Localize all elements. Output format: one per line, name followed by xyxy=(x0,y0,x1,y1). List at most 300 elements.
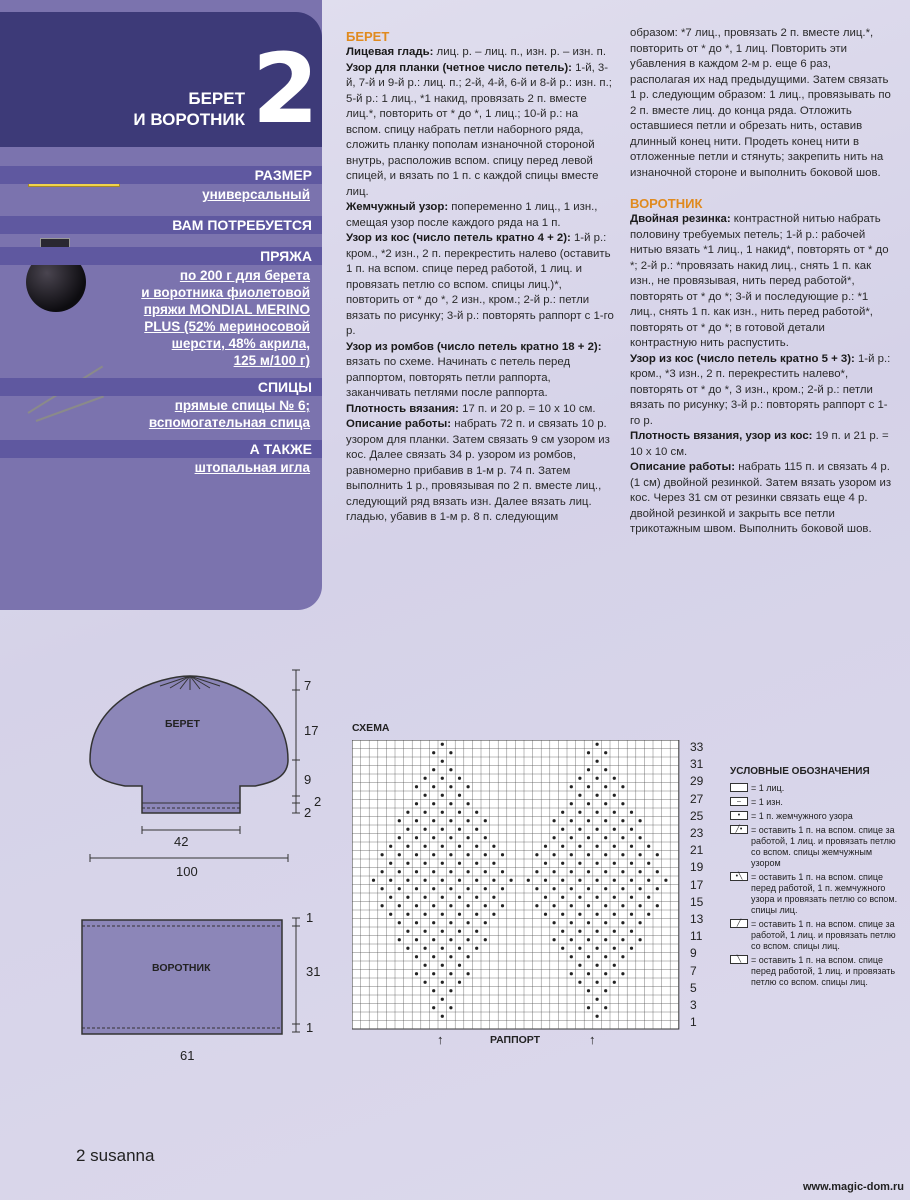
seed-stitch-dot xyxy=(587,836,590,839)
seed-stitch-dot xyxy=(587,955,590,958)
seed-stitch-dot xyxy=(492,862,495,865)
seed-stitch-dot xyxy=(415,819,418,822)
seed-stitch-dot xyxy=(570,819,573,822)
seed-stitch-dot xyxy=(415,904,418,907)
seed-stitch-dot xyxy=(604,802,607,805)
seed-stitch-dot xyxy=(484,938,487,941)
seed-stitch-dot xyxy=(604,853,607,856)
dimension-label: 2 xyxy=(314,794,322,809)
section-heading-beret: БЕРЕТ xyxy=(346,29,390,44)
seed-stitch-dot xyxy=(578,862,581,865)
seed-stitch-dot xyxy=(604,785,607,788)
seed-stitch-dot xyxy=(398,870,401,873)
seed-stitch-dot xyxy=(441,1015,444,1018)
also-value: штопальная игла xyxy=(194,460,310,475)
seed-stitch-dot xyxy=(441,896,444,899)
seed-stitch-dot xyxy=(570,802,573,805)
purl-symbol-icon: – xyxy=(730,797,748,806)
seed-stitch-dot xyxy=(587,785,590,788)
needles-heading: СПИЦЫ xyxy=(0,378,322,396)
seed-stitch-dot xyxy=(406,811,409,814)
seed-stitch-dot xyxy=(492,913,495,916)
legend-item: ╱ = оставить 1 п. на вспом. спице за работой, 1 лиц. и провязать петлю со вспом. спицы лиц. xyxy=(730,919,900,952)
seed-stitch-dot xyxy=(398,853,401,856)
seed-stitch-dot xyxy=(389,845,392,848)
seed-stitch-dot xyxy=(484,921,487,924)
seed-stitch-dot xyxy=(621,819,624,822)
chart-row-number: 3 xyxy=(690,998,697,1012)
needles-description: прямые спицы № 6; вспомогательная спица xyxy=(148,398,310,430)
seed-stitch-dot xyxy=(578,930,581,933)
seed-stitch-dot xyxy=(639,836,642,839)
chart-row-number: 7 xyxy=(690,963,697,978)
seed-stitch-dot xyxy=(596,828,599,831)
seed-stitch-dot xyxy=(432,904,435,907)
seed-stitch-dot xyxy=(621,836,624,839)
page-number: 2 susanna xyxy=(76,1146,155,1165)
seed-stitch-dot xyxy=(449,921,452,924)
seed-stitch-dot xyxy=(415,887,418,890)
seed-stitch-dot xyxy=(613,913,616,916)
seed-stitch-dot xyxy=(492,896,495,899)
seed-stitch-dot xyxy=(424,947,427,950)
seed-stitch-dot xyxy=(561,879,564,882)
chart-row-number: 11 xyxy=(690,929,703,944)
seed-stitch-dot xyxy=(596,964,599,967)
seed-stitch-dot xyxy=(432,785,435,788)
seed-stitch-dot xyxy=(398,887,401,890)
paragraph: Двойная резинка: контрастной нитью набрать половину требуемых петель; 1-й р.: рабочей нитью вязать *1 лиц., 1 накид*, повторять от * до *; 2-й р.: *провязать накид лиц., снять 1 п. как изн., не провязывая, нить перед работой*, повторять от * до *; 3-й и последующие р.: *1 лиц., снять 1 п. как изн., нить перед работой*, повторять от * до *; в готовой детали контрастную нить распустить. xyxy=(630,213,889,349)
seed-stitch-dot xyxy=(449,785,452,788)
cross-left-icon: ╲ xyxy=(730,955,748,964)
seed-stitch-dot xyxy=(432,887,435,890)
seed-stitch-dot xyxy=(484,870,487,873)
seed-stitch-dot xyxy=(553,836,556,839)
seed-stitch-dot xyxy=(415,785,418,788)
seed-stitch-dot xyxy=(389,896,392,899)
seed-stitch-dot xyxy=(467,972,470,975)
seed-stitch-dot xyxy=(621,870,624,873)
seed-stitch-dot xyxy=(484,887,487,890)
seed-stitch-dot xyxy=(596,879,599,882)
seed-stitch-dot xyxy=(398,938,401,941)
seed-stitch-dot xyxy=(570,785,573,788)
seed-stitch-dot xyxy=(432,972,435,975)
legend-item: – = 1 изн. xyxy=(730,797,900,808)
legend-item: = 1 лиц. xyxy=(730,783,900,794)
seed-stitch-dot xyxy=(389,862,392,865)
seed-stitch-dot xyxy=(458,879,461,882)
seed-stitch-dot xyxy=(604,904,607,907)
seed-stitch-dot xyxy=(475,845,478,848)
seed-stitch-dot xyxy=(647,845,650,848)
seed-stitch-dot xyxy=(467,853,470,856)
seed-stitch-dot xyxy=(406,947,409,950)
seed-stitch-dot xyxy=(587,938,590,941)
seed-stitch-dot xyxy=(424,879,427,882)
seed-stitch-dot xyxy=(406,828,409,831)
seed-stitch-dot xyxy=(587,989,590,992)
seed-stitch-dot xyxy=(406,879,409,882)
collar-label: ВОРОТНИК xyxy=(152,962,211,974)
seed-stitch-dot xyxy=(596,947,599,950)
seed-stitch-dot xyxy=(424,930,427,933)
paragraph: образом: *7 лиц., провязать 2 п. вместе лиц.*, повторить от * до *, 1 лиц. Повторить эти убавления в каждом 2-м р. еще 6 раз, располагая их над предыдущими. Затем связать 1 р. следующим образом: 1 лиц., провязывать по 2 п. вместе лиц. до конца ряда. Отложить оставшиеся петли и обрезать нить, оставив длинный конец нити. Продеть конец нити в отложенные петли и стянуть; закрепить нить на изнаночной стороне и выполнить боковой шов. xyxy=(630,27,891,179)
seed-stitch-dot xyxy=(613,947,616,950)
seed-stitch-dot xyxy=(596,777,599,780)
seed-stitch-dot xyxy=(441,998,444,1001)
seed-stitch-dot xyxy=(553,921,556,924)
seed-stitch-dot xyxy=(449,904,452,907)
seed-stitch-dot xyxy=(596,794,599,797)
cross-left-seed-icon: •╲ xyxy=(730,872,748,881)
seed-stitch-dot xyxy=(441,862,444,865)
seed-stitch-dot xyxy=(544,845,547,848)
seed-stitch-dot xyxy=(596,896,599,899)
paragraph: Описание работы: набрать 72 п. и связать 10 р. узором для планки. Затем связать 9 см узором из кос. Далее связать 34 р. узором из ромбов, равномерно прибавив в 1-м р. 74 п. Затем выполнить 1 р., провязывая по 2 п. вместе лиц., следующий ряд вязать изн. Далее вязать лиц. гладью, убавив в 1-м р. 8 п. следующим xyxy=(346,418,610,523)
seed-stitch-dot xyxy=(621,853,624,856)
seed-stitch-dot xyxy=(656,853,659,856)
seed-stitch-dot xyxy=(647,913,650,916)
seed-stitch-dot xyxy=(406,862,409,865)
title-block xyxy=(0,12,322,147)
seed-stitch-dot xyxy=(621,887,624,890)
info-sidebar xyxy=(0,0,322,610)
seed-stitch-dot xyxy=(398,819,401,822)
seed-stitch-dot xyxy=(656,887,659,890)
seed-stitch-dot xyxy=(441,981,444,984)
seed-stitch-dot xyxy=(449,836,452,839)
seed-stitch-dot xyxy=(449,989,452,992)
seed-stitch-dot xyxy=(604,819,607,822)
seed-stitch-dot xyxy=(613,862,616,865)
seed-stitch-dot xyxy=(570,904,573,907)
also-heading: А ТАКЖЕ xyxy=(0,440,322,458)
seed-stitch-dot xyxy=(613,794,616,797)
seed-stitch-dot xyxy=(449,955,452,958)
seed-stitch-dot xyxy=(639,819,642,822)
seed-stitch-dot xyxy=(621,972,624,975)
seed-stitch-dot xyxy=(484,904,487,907)
seed-stitch-dot xyxy=(621,921,624,924)
seed-stitch-dot xyxy=(449,887,452,890)
seed-stitch-dot xyxy=(544,862,547,865)
dimension-label: 42 xyxy=(174,834,189,849)
seed-stitch-dot xyxy=(467,904,470,907)
seed-stitch-dot xyxy=(613,845,616,848)
size-heading: РАЗМЕР xyxy=(0,166,322,184)
seed-stitch-dot xyxy=(424,794,427,797)
dimension-label: 100 xyxy=(176,864,198,879)
seed-stitch-dot xyxy=(458,913,461,916)
seed-symbol-icon: • xyxy=(730,811,748,820)
project-number: 2 xyxy=(252,33,319,145)
seed-stitch-dot xyxy=(613,964,616,967)
seed-stitch-dot xyxy=(475,862,478,865)
requirements-heading: ВАМ ПОТРЕБУЕТСЯ xyxy=(0,216,322,234)
seed-stitch-dot xyxy=(587,853,590,856)
seed-stitch-dot xyxy=(432,768,435,771)
knit-symbol-icon xyxy=(730,783,748,792)
seed-stitch-dot xyxy=(432,955,435,958)
seed-stitch-dot xyxy=(449,853,452,856)
seed-stitch-dot xyxy=(604,836,607,839)
paragraph: Узор из ромбов (число петель кратно 18 + 2): вязать по схеме. Начинать с петель перед раппортом, повторять петли раппорта, заканчивать петлями после раппорта. xyxy=(346,340,602,399)
seed-stitch-dot xyxy=(458,981,461,984)
seed-stitch-dot xyxy=(432,1006,435,1009)
seed-stitch-dot xyxy=(587,921,590,924)
seed-stitch-dot xyxy=(596,862,599,865)
seed-stitch-dot xyxy=(630,913,633,916)
dimension-label: 7 xyxy=(304,678,312,693)
seed-stitch-dot xyxy=(398,904,401,907)
chart-row-number: 33 xyxy=(690,740,704,754)
seed-stitch-dot xyxy=(449,1006,452,1009)
seed-stitch-dot xyxy=(467,887,470,890)
dimension-label: 1 xyxy=(306,1020,314,1035)
seed-stitch-dot xyxy=(424,845,427,848)
seed-stitch-dot xyxy=(553,904,556,907)
seed-stitch-dot xyxy=(596,998,599,1001)
chart-row-number: 5 xyxy=(690,980,697,995)
seed-stitch-dot xyxy=(561,913,564,916)
seed-stitch-dot xyxy=(475,913,478,916)
chart-legend xyxy=(730,766,900,991)
seed-stitch-dot xyxy=(604,938,607,941)
seed-stitch-dot xyxy=(587,751,590,754)
seed-stitch-dot xyxy=(578,811,581,814)
seed-stitch-dot xyxy=(604,1006,607,1009)
seed-stitch-dot xyxy=(406,896,409,899)
seed-stitch-dot xyxy=(613,981,616,984)
text-column-1 xyxy=(346,28,616,526)
seed-stitch-dot xyxy=(553,819,556,822)
seed-stitch-dot xyxy=(604,887,607,890)
paragraph: Плотность вязания: 17 п. и 20 р. = 10 х 10 см. xyxy=(346,402,596,415)
chart-row-number: 1 xyxy=(690,1015,697,1030)
seed-stitch-dot xyxy=(647,879,650,882)
seed-stitch-dot xyxy=(501,904,504,907)
seed-stitch-dot xyxy=(424,913,427,916)
seed-stitch-dot xyxy=(647,896,650,899)
seed-stitch-dot xyxy=(432,853,435,856)
knitting-chart xyxy=(352,740,682,1040)
seed-stitch-dot xyxy=(492,879,495,882)
seed-stitch-dot xyxy=(587,887,590,890)
section-heading-collar: ВОРОТНИК xyxy=(630,196,703,211)
seed-stitch-dot xyxy=(587,768,590,771)
chart-row-number: 23 xyxy=(690,826,704,840)
chart-row-number: 9 xyxy=(690,946,697,961)
seed-stitch-dot xyxy=(424,777,427,780)
seed-stitch-dot xyxy=(561,862,564,865)
seed-stitch-dot xyxy=(578,981,581,984)
yarn-description: по 200 г для берета и воротника фиолетовой пряжи MONDIAL MERINO PLUS (52% мериносовой шерсти, 48% акрила, 125 м/100 г) xyxy=(141,268,310,368)
seed-stitch-dot xyxy=(639,904,642,907)
seed-stitch-dot xyxy=(458,930,461,933)
paragraph: Плотность вязания, узор из кос: 19 п. и 21 р. = 10 х 10 см. xyxy=(630,430,889,458)
seed-stitch-dot xyxy=(441,930,444,933)
page-title: БЕРЕТ И ВОРОТНИК xyxy=(133,89,245,129)
seed-stitch-dot xyxy=(578,828,581,831)
seed-stitch-dot xyxy=(587,1006,590,1009)
seed-stitch-dot xyxy=(596,1015,599,1018)
seed-stitch-dot xyxy=(553,887,556,890)
seed-stitch-dot xyxy=(604,972,607,975)
repeat-label: РАППОРТ xyxy=(490,1034,541,1046)
seed-stitch-dot xyxy=(449,819,452,822)
seed-stitch-dot xyxy=(613,811,616,814)
seed-stitch-dot xyxy=(570,972,573,975)
chart-row-number: 17 xyxy=(690,877,704,892)
seed-stitch-dot xyxy=(415,836,418,839)
seed-stitch-dot xyxy=(578,777,581,780)
seed-stitch-dot xyxy=(527,879,530,882)
seed-stitch-dot xyxy=(535,904,538,907)
seed-stitch-dot xyxy=(381,853,384,856)
paragraph: Лицевая гладь: лиц. р. – лиц. п., изн. р. – изн. п. xyxy=(346,46,607,58)
yarn-heading: ПРЯЖА xyxy=(0,247,322,265)
seed-stitch-dot xyxy=(381,870,384,873)
seed-stitch-dot xyxy=(432,921,435,924)
chart-title: СХЕМА xyxy=(352,722,390,734)
seed-stitch-dot xyxy=(501,870,504,873)
seed-stitch-dot xyxy=(372,879,375,882)
seed-stitch-dot xyxy=(415,955,418,958)
seed-stitch-dot xyxy=(449,938,452,941)
seed-stitch-dot xyxy=(639,887,642,890)
seed-stitch-dot xyxy=(389,913,392,916)
seed-stitch-dot xyxy=(415,802,418,805)
seed-stitch-dot xyxy=(613,896,616,899)
seed-stitch-dot xyxy=(449,972,452,975)
seed-stitch-dot xyxy=(415,870,418,873)
seed-stitch-dot xyxy=(501,887,504,890)
size-value: универсальный xyxy=(202,187,310,202)
paragraph: Описание работы: набрать 115 п. и связать 4 р. (1 см) двойной резинкой. Затем вязать узором из кос. Через 31 см от резинки связать еще 4 р. двойной резинкой и закрыть все петли трикотажным швом. Выполнить боковой шов. xyxy=(630,461,892,535)
seed-stitch-dot xyxy=(604,989,607,992)
seed-stitch-dot xyxy=(398,921,401,924)
seed-stitch-dot xyxy=(553,853,556,856)
seed-stitch-dot xyxy=(596,930,599,933)
seed-stitch-dot xyxy=(449,768,452,771)
seed-stitch-dot xyxy=(604,870,607,873)
repeat-end-arrow-icon: ↑ xyxy=(589,1032,596,1047)
seed-stitch-dot xyxy=(424,981,427,984)
cross-right-icon: ╱ xyxy=(730,919,748,928)
seed-stitch-dot xyxy=(467,802,470,805)
seed-stitch-dot xyxy=(613,930,616,933)
seed-stitch-dot xyxy=(630,930,633,933)
seed-stitch-dot xyxy=(424,964,427,967)
seed-stitch-dot xyxy=(604,768,607,771)
seed-stitch-dot xyxy=(535,870,538,873)
seed-stitch-dot xyxy=(415,921,418,924)
seed-stitch-dot xyxy=(441,794,444,797)
seed-stitch-dot xyxy=(432,802,435,805)
seed-stitch-dot xyxy=(381,904,384,907)
seed-stitch-dot xyxy=(578,879,581,882)
chart-row-number: 19 xyxy=(690,860,704,875)
seed-stitch-dot xyxy=(432,870,435,873)
seed-stitch-dot xyxy=(578,845,581,848)
legend-title: УСЛОВНЫЕ ОБОЗНАЧЕНИЯ xyxy=(730,766,870,777)
seed-stitch-dot xyxy=(604,955,607,958)
dimension-label: 31 xyxy=(306,964,321,979)
seed-stitch-dot xyxy=(475,930,478,933)
seed-stitch-dot xyxy=(596,811,599,814)
seed-stitch-dot xyxy=(415,972,418,975)
seed-stitch-dot xyxy=(458,828,461,831)
chart-row-number: 21 xyxy=(690,843,704,858)
seed-stitch-dot xyxy=(630,811,633,814)
seed-stitch-dot xyxy=(630,828,633,831)
seed-stitch-dot xyxy=(424,862,427,865)
seed-stitch-dot xyxy=(596,760,599,763)
seed-stitch-dot xyxy=(578,794,581,797)
legend-item: •╲ = оставить 1 п. на вспом. спице перед работой, 1 п. жемчужного узора и провязать петлю со вспом. спицы лиц. xyxy=(730,872,900,916)
seed-stitch-dot xyxy=(484,819,487,822)
seed-stitch-dot xyxy=(621,955,624,958)
seed-stitch-dot xyxy=(467,836,470,839)
seed-stitch-dot xyxy=(596,913,599,916)
legend-item: • = 1 п. жемчужного узора xyxy=(730,811,900,822)
seed-stitch-dot xyxy=(492,845,495,848)
seed-stitch-dot xyxy=(613,879,616,882)
seed-stitch-dot xyxy=(656,904,659,907)
beret-diagram xyxy=(80,668,330,878)
seed-stitch-dot xyxy=(561,947,564,950)
seed-stitch-dot xyxy=(621,904,624,907)
dimension-label: 1 xyxy=(306,910,314,925)
seed-stitch-dot xyxy=(570,836,573,839)
source-url: www.magic-dom.ru xyxy=(802,1181,904,1193)
seed-stitch-dot xyxy=(458,862,461,865)
seed-stitch-dot xyxy=(484,853,487,856)
seed-stitch-dot xyxy=(432,989,435,992)
seed-stitch-dot xyxy=(639,921,642,924)
seed-stitch-dot xyxy=(561,930,564,933)
cross-right-seed-icon: ╱• xyxy=(730,825,748,834)
seed-stitch-dot xyxy=(535,853,538,856)
seed-stitch-dot xyxy=(458,964,461,967)
seed-stitch-dot xyxy=(561,811,564,814)
seed-stitch-dot xyxy=(424,896,427,899)
seed-stitch-dot xyxy=(501,853,504,856)
chart-row-number: 13 xyxy=(690,912,704,926)
seed-stitch-dot xyxy=(441,828,444,831)
seed-stitch-dot xyxy=(535,887,538,890)
seed-stitch-dot xyxy=(578,913,581,916)
seed-stitch-dot xyxy=(475,811,478,814)
seed-stitch-dot xyxy=(544,913,547,916)
paragraph: Узор из кос (число петель кратно 4 + 2): 1-й р.: кром., *2 изн., 2 п. перекрестить налево (оставить 1 п. на вспом. спице перед работой, 1 лиц. и провязать петлю со вспом. спицы лиц.)*, повторить от * до *, 2 изн., кром.; 2-й р.: петли вязать по рисунку; 3-й р.: повторять раппорт с 1-го р. xyxy=(346,232,614,337)
seed-stitch-dot xyxy=(449,802,452,805)
seed-stitch-dot xyxy=(432,938,435,941)
seed-stitch-dot xyxy=(561,828,564,831)
seed-stitch-dot xyxy=(398,836,401,839)
paragraph: Жемчужный узор: попеременно 1 лиц., 1 изн., смещая узор после каждого ряда на 1 п. xyxy=(346,201,598,229)
seed-stitch-dot xyxy=(587,870,590,873)
seed-stitch-dot xyxy=(639,938,642,941)
seed-stitch-dot xyxy=(570,921,573,924)
seed-stitch-dot xyxy=(630,947,633,950)
seed-stitch-dot xyxy=(570,887,573,890)
seed-stitch-dot xyxy=(561,896,564,899)
seed-stitch-dot xyxy=(553,870,556,873)
seed-stitch-dot xyxy=(467,955,470,958)
seed-stitch-dot xyxy=(596,981,599,984)
